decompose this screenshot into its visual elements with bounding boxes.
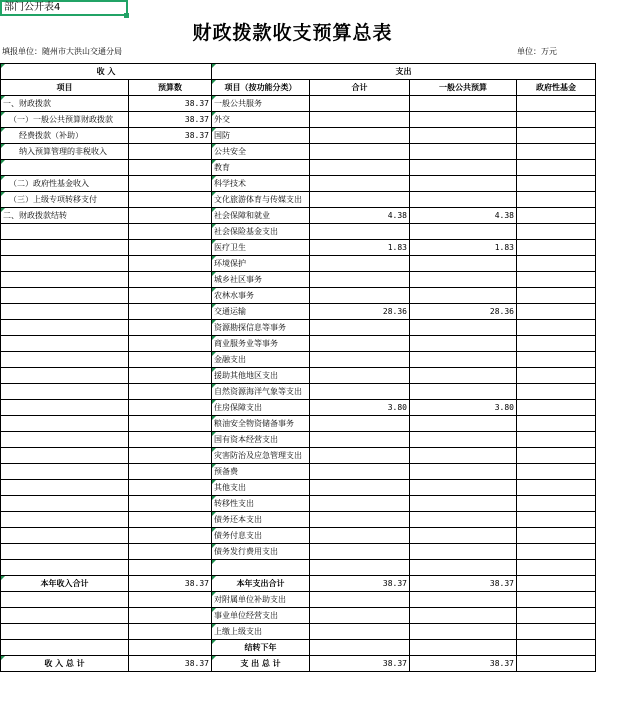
expense-item-label[interactable]: 环境保护	[212, 256, 310, 272]
expense-total[interactable]	[310, 464, 410, 480]
table-row	[1, 208, 596, 224]
income-item-value[interactable]: 38.37	[129, 96, 212, 112]
expense-general[interactable]	[410, 112, 517, 128]
expense-fund[interactable]	[517, 336, 596, 352]
income-item-label[interactable]: （一）一般公共预算财政拨款	[1, 112, 129, 128]
expense-item-label[interactable]: 社会保障和就业	[212, 208, 310, 224]
income-item-label[interactable]	[1, 624, 129, 640]
header-income: 收 入	[1, 64, 212, 80]
table-row	[1, 464, 596, 480]
expense-item-label[interactable]: 自然资源海洋气象等支出	[212, 384, 310, 400]
expense-total[interactable]	[310, 336, 410, 352]
expense-general[interactable]	[410, 480, 517, 496]
expense-fund[interactable]	[517, 464, 596, 480]
expense-total[interactable]	[310, 624, 410, 640]
income-item-value[interactable]	[129, 176, 212, 192]
expense-general[interactable]	[410, 624, 517, 640]
header-item: 项目	[1, 80, 129, 96]
income-item-value[interactable]	[129, 496, 212, 512]
income-item-value[interactable]	[129, 544, 212, 560]
income-item-label[interactable]	[1, 400, 129, 416]
table-row	[1, 592, 596, 608]
expense-fund[interactable]	[517, 640, 596, 656]
expense-total[interactable]	[310, 448, 410, 464]
expense-fund[interactable]	[517, 512, 596, 528]
year-expense-total[interactable]: 38.37	[310, 576, 410, 592]
reporting-unit: 填报单位：随州市大洪山交通分局	[2, 47, 122, 56]
expense-total[interactable]	[310, 560, 410, 576]
year-expense-fund[interactable]	[517, 576, 596, 592]
expense-general[interactable]	[410, 544, 517, 560]
income-item-value[interactable]	[129, 336, 212, 352]
expense-general[interactable]	[410, 352, 517, 368]
grand-expense-fund[interactable]	[517, 656, 596, 672]
table-row	[1, 176, 596, 192]
expense-fund[interactable]	[517, 480, 596, 496]
expense-item-label[interactable]: 灾害防治及应急管理支出	[212, 448, 310, 464]
income-item-label[interactable]	[1, 512, 129, 528]
income-item-value[interactable]	[129, 272, 212, 288]
expense-general[interactable]	[410, 512, 517, 528]
expense-general[interactable]: 1.83	[410, 240, 517, 256]
table-row	[1, 112, 596, 128]
expense-fund[interactable]	[517, 416, 596, 432]
income-item-value[interactable]	[129, 192, 212, 208]
grand-income-value[interactable]: 38.37	[129, 656, 212, 672]
expense-item-label[interactable]: 对附属单位补助支出	[212, 592, 310, 608]
income-item-label[interactable]	[1, 432, 129, 448]
income-item-label[interactable]: 二、财政拨款结转	[1, 208, 129, 224]
header-exp-item: 项目（按功能分类）	[212, 80, 310, 96]
year-total-row	[1, 576, 596, 592]
expense-total[interactable]	[310, 256, 410, 272]
table-row	[1, 256, 596, 272]
expense-item-label[interactable]	[212, 560, 310, 576]
income-item-label[interactable]	[1, 288, 129, 304]
expense-total[interactable]	[310, 112, 410, 128]
income-item-value[interactable]	[129, 160, 212, 176]
table-row	[1, 624, 596, 640]
income-item-value[interactable]	[129, 144, 212, 160]
header-row-1	[1, 64, 596, 80]
header-total: 合计	[310, 80, 410, 96]
expense-item-label[interactable]: 商业服务业等事务	[212, 336, 310, 352]
expense-fund[interactable]	[517, 592, 596, 608]
income-item-label[interactable]	[1, 352, 129, 368]
expense-general[interactable]	[410, 160, 517, 176]
expense-item-label[interactable]: 预备费	[212, 464, 310, 480]
expense-general[interactable]	[410, 272, 517, 288]
page-title: 财政拨款收支预算总表	[192, 22, 393, 44]
expense-total[interactable]	[310, 272, 410, 288]
income-item-value[interactable]	[129, 512, 212, 528]
grand-expense-general[interactable]: 38.37	[410, 656, 517, 672]
grand-expense-total[interactable]: 38.37	[310, 656, 410, 672]
expense-general[interactable]	[410, 608, 517, 624]
expense-general[interactable]	[410, 448, 517, 464]
expense-total[interactable]	[310, 224, 410, 240]
expense-general[interactable]	[410, 432, 517, 448]
expense-fund[interactable]	[517, 128, 596, 144]
year-expense-total-label[interactable]: 本年支出合计	[212, 576, 310, 592]
expense-general[interactable]	[410, 592, 517, 608]
header-general: 一般公共预算	[410, 80, 517, 96]
currency-unit: 单位：万元	[517, 47, 557, 56]
income-item-label[interactable]	[1, 320, 129, 336]
income-item-value[interactable]: 38.37	[129, 128, 212, 144]
expense-general[interactable]	[410, 384, 517, 400]
expense-general[interactable]	[410, 96, 517, 112]
expense-fund[interactable]	[517, 304, 596, 320]
expense-general[interactable]	[410, 640, 517, 656]
expense-total[interactable]	[310, 480, 410, 496]
income-item-label[interactable]	[1, 240, 129, 256]
expense-fund[interactable]	[517, 448, 596, 464]
expense-total[interactable]	[310, 528, 410, 544]
income-item-label[interactable]: 一、财政拨款	[1, 96, 129, 112]
table-row	[1, 528, 596, 544]
table-row	[1, 144, 596, 160]
budget-table	[0, 63, 596, 672]
table-row	[1, 480, 596, 496]
income-item-label[interactable]	[1, 560, 129, 576]
income-item-label[interactable]	[1, 160, 129, 176]
income-item-value[interactable]	[129, 432, 212, 448]
income-item-label[interactable]	[1, 272, 129, 288]
income-item-label[interactable]	[1, 384, 129, 400]
income-item-label[interactable]	[1, 464, 129, 480]
table-row	[1, 320, 596, 336]
expense-fund[interactable]	[517, 400, 596, 416]
income-item-value[interactable]	[129, 304, 212, 320]
income-item-value[interactable]	[129, 288, 212, 304]
income-item-value[interactable]	[129, 592, 212, 608]
expense-item-label[interactable]: 事业单位经营支出	[212, 608, 310, 624]
expense-total[interactable]	[310, 640, 410, 656]
expense-item-label[interactable]: 国有资本经营支出	[212, 432, 310, 448]
table-row	[1, 608, 596, 624]
expense-total[interactable]	[310, 608, 410, 624]
expense-fund[interactable]	[517, 192, 596, 208]
expense-general[interactable]	[410, 320, 517, 336]
table-row	[1, 128, 596, 144]
expense-item-label[interactable]: 资源勘探信息等事务	[212, 320, 310, 336]
grand-total-row	[1, 656, 596, 672]
expense-total[interactable]	[310, 512, 410, 528]
expense-total[interactable]	[310, 416, 410, 432]
expense-item-label[interactable]: 医疗卫生	[212, 240, 310, 256]
income-item-value[interactable]	[129, 624, 212, 640]
income-item-value[interactable]	[129, 448, 212, 464]
expense-item-label[interactable]: 外交	[212, 112, 310, 128]
expense-general[interactable]: 3.80	[410, 400, 517, 416]
expense-fund[interactable]	[517, 320, 596, 336]
income-item-label[interactable]: 经费拨款（补助）	[1, 128, 129, 144]
expense-item-label[interactable]: 住房保障支出	[212, 400, 310, 416]
expense-total[interactable]	[310, 496, 410, 512]
income-item-label[interactable]	[1, 544, 129, 560]
expense-total[interactable]: 4.38	[310, 208, 410, 224]
expense-general[interactable]	[410, 128, 517, 144]
income-item-value[interactable]	[129, 352, 212, 368]
expense-item-label[interactable]: 文化旅游体育与传媒支出	[212, 192, 310, 208]
expense-total[interactable]	[310, 592, 410, 608]
table-row	[1, 224, 596, 240]
expense-general[interactable]	[410, 528, 517, 544]
table-row	[1, 560, 596, 576]
expense-item-label[interactable]: 国防	[212, 128, 310, 144]
expense-total[interactable]	[310, 544, 410, 560]
income-item-value[interactable]	[129, 608, 212, 624]
table-row	[1, 544, 596, 560]
income-item-value[interactable]	[129, 320, 212, 336]
grand-income-label[interactable]: 收 入 总 计	[1, 656, 129, 672]
income-item-label[interactable]	[1, 368, 129, 384]
expense-fund[interactable]	[517, 208, 596, 224]
income-item-value[interactable]	[129, 208, 212, 224]
expense-general[interactable]	[410, 144, 517, 160]
expense-item-label[interactable]: 债务发行费用支出	[212, 544, 310, 560]
expense-general[interactable]	[410, 416, 517, 432]
expense-fund[interactable]	[517, 352, 596, 368]
table-row	[1, 288, 596, 304]
header-expense: 支出	[212, 64, 596, 80]
expense-total[interactable]	[310, 96, 410, 112]
income-item-label[interactable]: （三）上级专项转移支付	[1, 192, 129, 208]
table-row	[1, 336, 596, 352]
income-item-label[interactable]: 纳入预算管理的非税收入	[1, 144, 129, 160]
expense-general[interactable]	[410, 496, 517, 512]
expense-item-label[interactable]: 债务还本支出	[212, 512, 310, 528]
income-item-value[interactable]	[129, 368, 212, 384]
expense-total[interactable]	[310, 288, 410, 304]
expense-general[interactable]	[410, 288, 517, 304]
income-item-value[interactable]	[129, 464, 212, 480]
expense-item-label[interactable]: 农林水事务	[212, 288, 310, 304]
expense-general[interactable]: 28.36	[410, 304, 517, 320]
income-item-value[interactable]	[129, 400, 212, 416]
income-item-label[interactable]	[1, 608, 129, 624]
income-item-label[interactable]	[1, 448, 129, 464]
expense-fund[interactable]	[517, 496, 596, 512]
income-item-label[interactable]: （二）政府性基金收入	[1, 176, 129, 192]
expense-fund[interactable]	[517, 240, 596, 256]
table-row	[1, 416, 596, 432]
expense-fund[interactable]	[517, 176, 596, 192]
expense-total[interactable]	[310, 384, 410, 400]
expense-general[interactable]: 4.38	[410, 208, 517, 224]
header-row-2	[1, 80, 596, 96]
table-row	[1, 512, 596, 528]
expense-general[interactable]	[410, 256, 517, 272]
income-item-value[interactable]	[129, 224, 212, 240]
expense-item-label[interactable]: 交通运输	[212, 304, 310, 320]
expense-total[interactable]	[310, 320, 410, 336]
expense-fund[interactable]	[517, 624, 596, 640]
table-row	[1, 432, 596, 448]
expense-item-label[interactable]: 上缴上级支出	[212, 624, 310, 640]
income-item-value[interactable]: 38.37	[129, 112, 212, 128]
expense-fund[interactable]	[517, 544, 596, 560]
expense-general[interactable]	[410, 192, 517, 208]
table-row	[1, 400, 596, 416]
expense-fund[interactable]	[517, 608, 596, 624]
expense-total[interactable]	[310, 352, 410, 368]
expense-total[interactable]	[310, 368, 410, 384]
expense-item-label[interactable]: 金融支出	[212, 352, 310, 368]
income-item-label[interactable]	[1, 528, 129, 544]
expense-fund[interactable]	[517, 256, 596, 272]
income-item-value[interactable]	[129, 256, 212, 272]
year-income-total-value[interactable]: 38.37	[129, 576, 212, 592]
expense-fund[interactable]	[517, 384, 596, 400]
expense-fund[interactable]	[517, 160, 596, 176]
income-item-label[interactable]	[1, 416, 129, 432]
expense-general[interactable]	[410, 368, 517, 384]
income-item-value[interactable]	[129, 384, 212, 400]
table-row	[1, 448, 596, 464]
income-item-label[interactable]	[1, 640, 129, 656]
expense-item-label[interactable]: 城乡社区事务	[212, 272, 310, 288]
active-cell[interactable]	[0, 0, 128, 16]
expense-general[interactable]	[410, 464, 517, 480]
expense-item-label[interactable]: 其他支出	[212, 480, 310, 496]
expense-fund[interactable]	[517, 288, 596, 304]
year-income-total-label[interactable]: 本年收入合计	[1, 576, 129, 592]
expense-general[interactable]	[410, 560, 517, 576]
expense-general[interactable]	[410, 176, 517, 192]
income-item-label[interactable]	[1, 496, 129, 512]
expense-fund[interactable]	[517, 112, 596, 128]
table-row	[1, 272, 596, 288]
expense-fund[interactable]	[517, 560, 596, 576]
expense-general[interactable]	[410, 336, 517, 352]
expense-item-label[interactable]: 转移性支出	[212, 496, 310, 512]
header-budget: 预算数	[129, 80, 212, 96]
expense-total[interactable]	[310, 192, 410, 208]
expense-item-label[interactable]: 公共安全	[212, 144, 310, 160]
expense-total[interactable]: 1.83	[310, 240, 410, 256]
income-item-label[interactable]	[1, 592, 129, 608]
table-row	[1, 192, 596, 208]
expense-total[interactable]	[310, 160, 410, 176]
expense-fund[interactable]	[517, 368, 596, 384]
expense-total[interactable]	[310, 144, 410, 160]
table-row	[1, 368, 596, 384]
table-row	[1, 352, 596, 368]
expense-item-label[interactable]: 社会保险基金支出	[212, 224, 310, 240]
expense-total[interactable]: 28.36	[310, 304, 410, 320]
income-item-value[interactable]	[129, 640, 212, 656]
income-item-label[interactable]	[1, 304, 129, 320]
year-expense-general[interactable]: 38.37	[410, 576, 517, 592]
expense-item-label[interactable]: 债务付息支出	[212, 528, 310, 544]
expense-fund[interactable]	[517, 224, 596, 240]
header-fund: 政府性基金	[517, 80, 596, 96]
carry-label[interactable]: 结转下年	[212, 640, 310, 656]
grand-expense-label[interactable]: 支 出 总 计	[212, 656, 310, 672]
expense-item-label[interactable]: 科学技术	[212, 176, 310, 192]
expense-total[interactable]	[310, 128, 410, 144]
table-row	[1, 384, 596, 400]
carry-row	[1, 640, 596, 656]
expense-item-label[interactable]: 粮油安全物资储备事务	[212, 416, 310, 432]
expense-item-label[interactable]: 一般公共服务	[212, 96, 310, 112]
income-item-value[interactable]	[129, 240, 212, 256]
expense-fund[interactable]	[517, 272, 596, 288]
expense-total[interactable]	[310, 432, 410, 448]
table-row	[1, 160, 596, 176]
income-item-label[interactable]	[1, 256, 129, 272]
expense-general[interactable]	[410, 224, 517, 240]
income-item-value[interactable]	[129, 480, 212, 496]
income-item-label[interactable]	[1, 480, 129, 496]
table-row	[1, 496, 596, 512]
expense-total[interactable]: 3.80	[310, 400, 410, 416]
income-item-value[interactable]	[129, 528, 212, 544]
table-row	[1, 304, 596, 320]
table-row	[1, 96, 596, 112]
expense-total[interactable]	[310, 176, 410, 192]
income-item-label[interactable]	[1, 336, 129, 352]
cell-ref-text: 部门公开表4	[4, 2, 61, 13]
expense-fund[interactable]	[517, 432, 596, 448]
expense-item-label[interactable]: 援助其他地区支出	[212, 368, 310, 384]
expense-fund[interactable]	[517, 528, 596, 544]
income-item-value[interactable]	[129, 416, 212, 432]
income-item-label[interactable]	[1, 224, 129, 240]
table-row	[1, 240, 596, 256]
income-item-value[interactable]	[129, 560, 212, 576]
expense-fund[interactable]	[517, 96, 596, 112]
expense-item-label[interactable]: 教育	[212, 160, 310, 176]
expense-fund[interactable]	[517, 144, 596, 160]
